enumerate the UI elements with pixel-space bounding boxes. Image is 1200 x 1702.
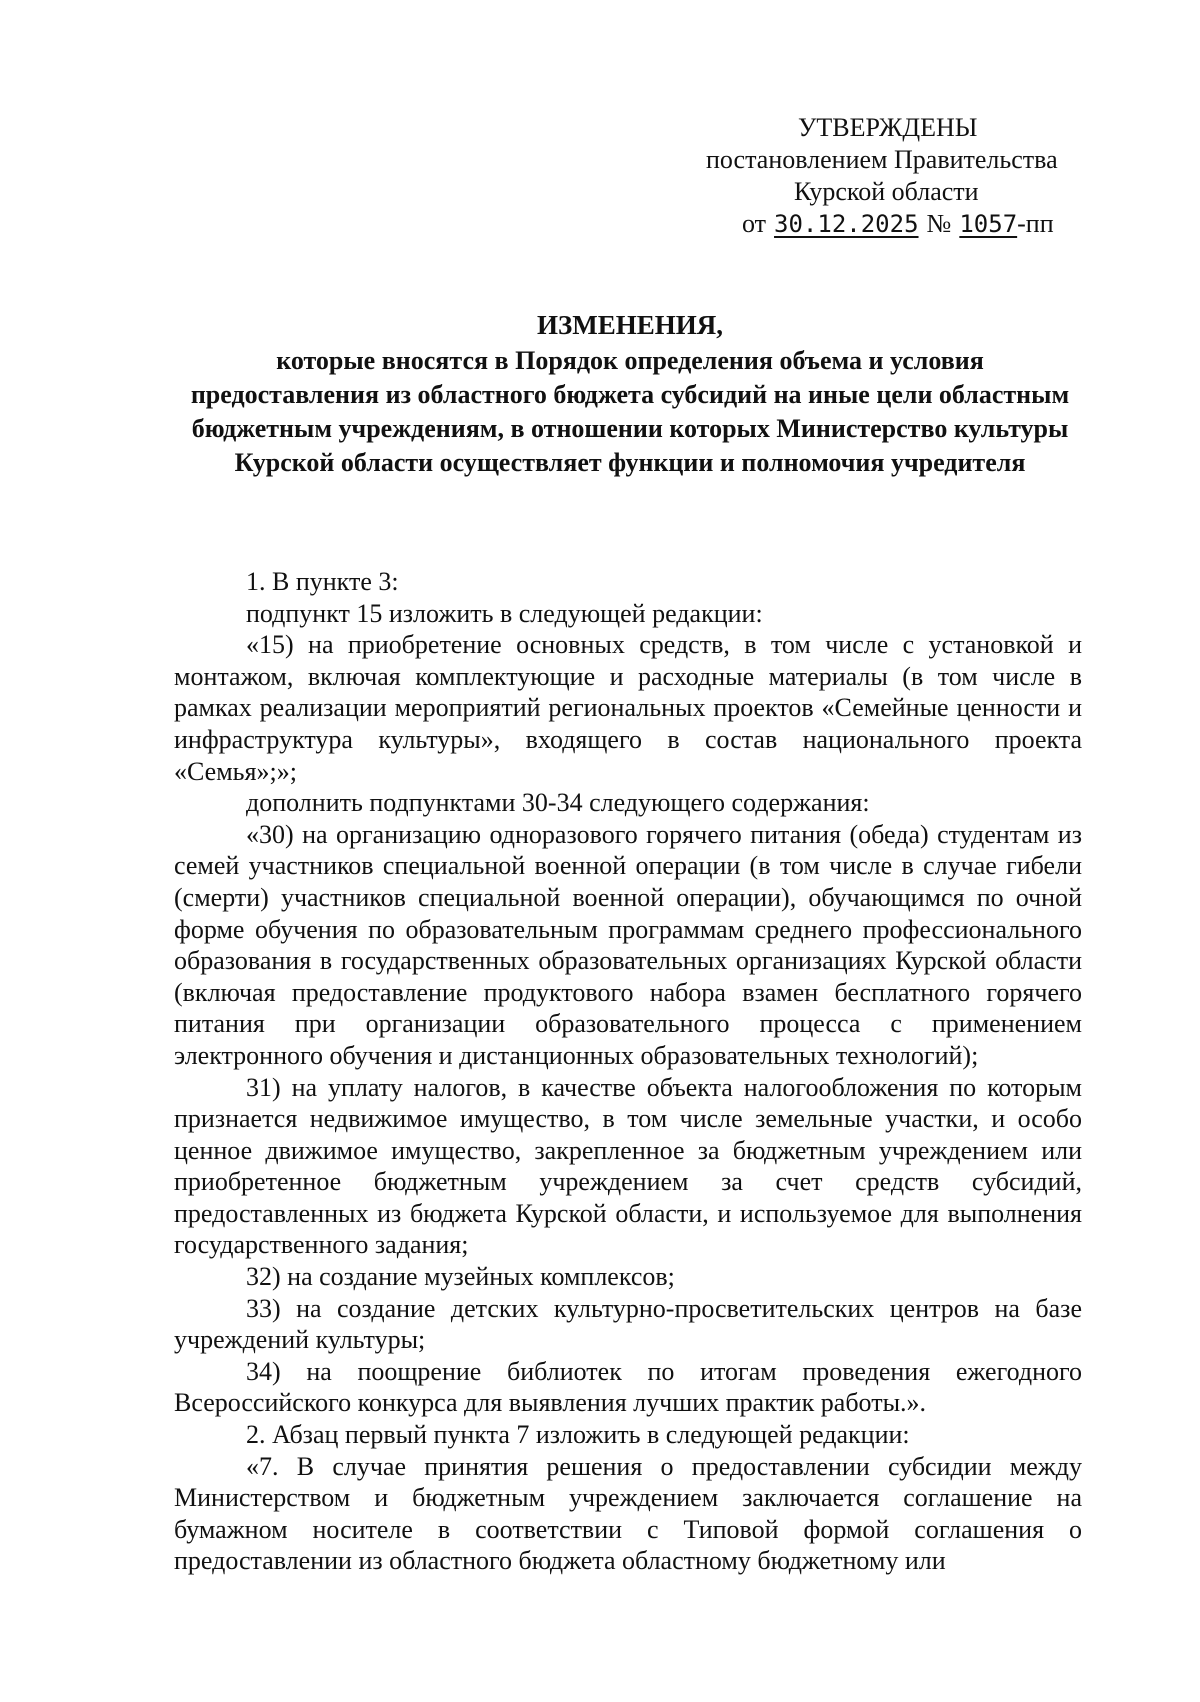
date-prefix: от [742,209,767,238]
document-title-block [180,308,1080,480]
paragraph-4: дополнить подпунктами 30-34 следующего содержания: [246,788,870,818]
approval-heading: УТВЕРЖДЕНЫ [798,113,978,142]
number-suffix: -пп [1017,209,1054,238]
approval-date: 30.12.2025 [774,210,919,238]
number-sign: № [926,209,952,238]
approval-number: 1057 [959,210,1018,238]
paragraph-11: «7. В случае принятия решения о предоставлении субсидии между Министерством и бюджетным учреждением заключается соглашение на бумажном носителе в соответствии с Типовой формой соглашения о предоставлении из областного бюджета областному бюджетному или [174,1451,1082,1576]
paragraph-1: 1. В пункте 3: [246,567,399,596]
paragraph-7: 32) на создание музейных комплексов; [246,1262,675,1292]
approval-stamp-block [680,112,1100,240]
paragraph-10: 2. Абзац первый пункта 7 изложить в следующей редакции: [246,1420,910,1450]
paragraph-8: 33) на создание детских культурно-просветительских центров на базе учреждений культуры; [174,1293,1082,1355]
document-body [174,566,1082,1577]
paragraph-5: «30) на организацию одноразового горячего питания (обеда) студентам из семей участников специальной военной операции (в том числе в случае гибели (смерти) участников специальной военной операции), обучающимся по очной форме обучения по образовательным программам среднего профессионального образования в государственных образовательных организациях Курской области (включая предоставление продуктового набора взамен бесплатного горячего питания при организации образовательного процесса с применением электронного обучения и дистанционных образовательных технологий); [174,819,1082,1070]
paragraph-6: 31) на уплату налогов, в качестве объекта налогообложения по которым признается недвижимое имущество, в том числе земельные участки, и особо ценное движимое имущество, закрепленное за бюджетным учреждением или приобретенное бюджетным учреждением за счет средств субсидий, предоставленных из бюджета Курской области, и используемое для выполнения государственного задания; [174,1072,1082,1260]
document-subtitle: которые вносятся в Порядок определения объема и условия предоставления из областного бюджета субсидий на иные цели областным бюджетным учреждениям, в отношении которых Министерство культуры Курской области осуществляет функции и полномочия учредителя [190,346,1070,477]
approval-resolution-line: постановлением Правительства [706,145,1058,174]
document-title: ИЗМЕНЕНИЯ, [536,310,723,340]
approval-date-number-line [680,208,1100,240]
paragraph-3: «15) на приобретение основных средств, в том числе с установкой и монтажом, включая комплектующие и расходные материалы (в том числе в рамках реализации мероприятий региональных проектов «Семейные ценности и инфраструктура культуры», входящего в состав национального проекта «Семья»;»; [174,630,1082,786]
approval-region-line: Курской области [794,177,979,206]
paragraph-2: подпункт 15 изложить в следующей редакции: [246,598,763,628]
paragraph-9: 34) на поощрение библиотек по итогам проведения ежегодного Всероссийского конкурса для выявления лучших практик работы.». [174,1356,1082,1418]
